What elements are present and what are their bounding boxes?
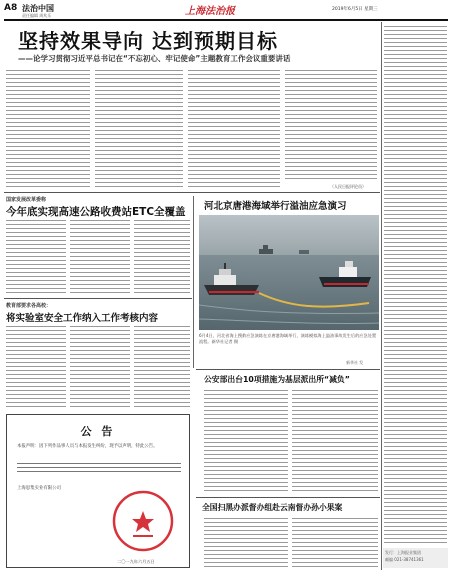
police-headline: 公安部出台10项措施为基层派出所“减负”: [204, 375, 350, 384]
photo-divider: [193, 196, 194, 368]
lead-col-1: [6, 70, 90, 190]
section-name: 法治中国: [22, 4, 54, 13]
masthead-rule: [4, 19, 448, 21]
etc-col-1: [6, 220, 66, 296]
yunnan-col-2: [292, 518, 378, 568]
etc-headline: 今年底实现高速公路收费站ETC全覆盖: [6, 206, 186, 218]
safety-col-3: [134, 326, 190, 410]
etc-col-3: [134, 220, 190, 296]
notice-body: 本报声明：因下列作品事人员与本报发生纠纷，现予以声明，特此公告。: [17, 444, 158, 449]
editor-line: 责任编辑 周兆乐: [22, 13, 52, 18]
lead-bottom-rule: [4, 192, 380, 193]
page-code: A8: [4, 3, 18, 13]
lead-col-3: [188, 70, 280, 190]
yunnan-col-1: [204, 518, 288, 568]
safety-headline: 将实验室安全工作纳入工作考核内容: [6, 313, 159, 324]
notice-title: 公 告: [80, 425, 116, 438]
lead-col-2: [95, 70, 183, 190]
notice-box: [6, 414, 190, 568]
police-col-2: [292, 390, 378, 494]
police-bottom-rule: [196, 497, 380, 498]
sidebar-footer: [383, 548, 448, 568]
sidebar-footer-line1: 发行：上海报业集团: [385, 550, 421, 555]
notice-date: 二〇一九年六月五日: [117, 559, 155, 564]
etc-col-2: [70, 220, 130, 296]
notice-company: 上海思集实业有限公司: [17, 486, 61, 491]
sidebar-footer-line2: 邮编 021-38741361: [385, 557, 424, 562]
safety-kicker: 教育部要求各高校：: [6, 303, 52, 309]
sidebar-text: [384, 26, 447, 546]
lead-subhead: ——论学习贯彻习近平总书记在“不忘初心、牢记使命”主题教育工作会议重要讲话: [18, 54, 291, 63]
etc-kicker: 国家发展改革委称: [6, 197, 47, 203]
etc-bottom-rule: [4, 298, 192, 299]
lead-byline: （人民日报评论员）: [330, 184, 366, 189]
lead-headline: 坚持效果导向 达到预期目标: [18, 29, 278, 53]
company-seal: [111, 489, 175, 553]
paper-logo: 上海法治报: [185, 6, 235, 17]
safety-col-1: [6, 326, 66, 410]
date-line: 2019年6月5日 星期三: [332, 7, 378, 12]
police-col-1: [204, 390, 288, 494]
photo-caption: 6月4日，河北省海上搜救应急演练在京唐港海域举行，演练模拟海上溢油事故发生后的应急处置流程。新华社记者 摄: [199, 333, 377, 344]
lead-col-4: [285, 70, 377, 180]
safety-col-2: [70, 326, 130, 410]
sidebar-divider: [381, 22, 382, 570]
drill-photo: [199, 215, 379, 330]
photo-credit: 新华社 发: [346, 360, 364, 365]
photo-bottom-rule: [196, 369, 380, 370]
photo-headline: 河北京唐港海域举行溢油应急演习: [204, 201, 347, 212]
notice-body-lines: [17, 463, 181, 475]
yunnan-headline: 全国扫黑办派督办组赴云南督办孙小果案: [202, 503, 343, 512]
